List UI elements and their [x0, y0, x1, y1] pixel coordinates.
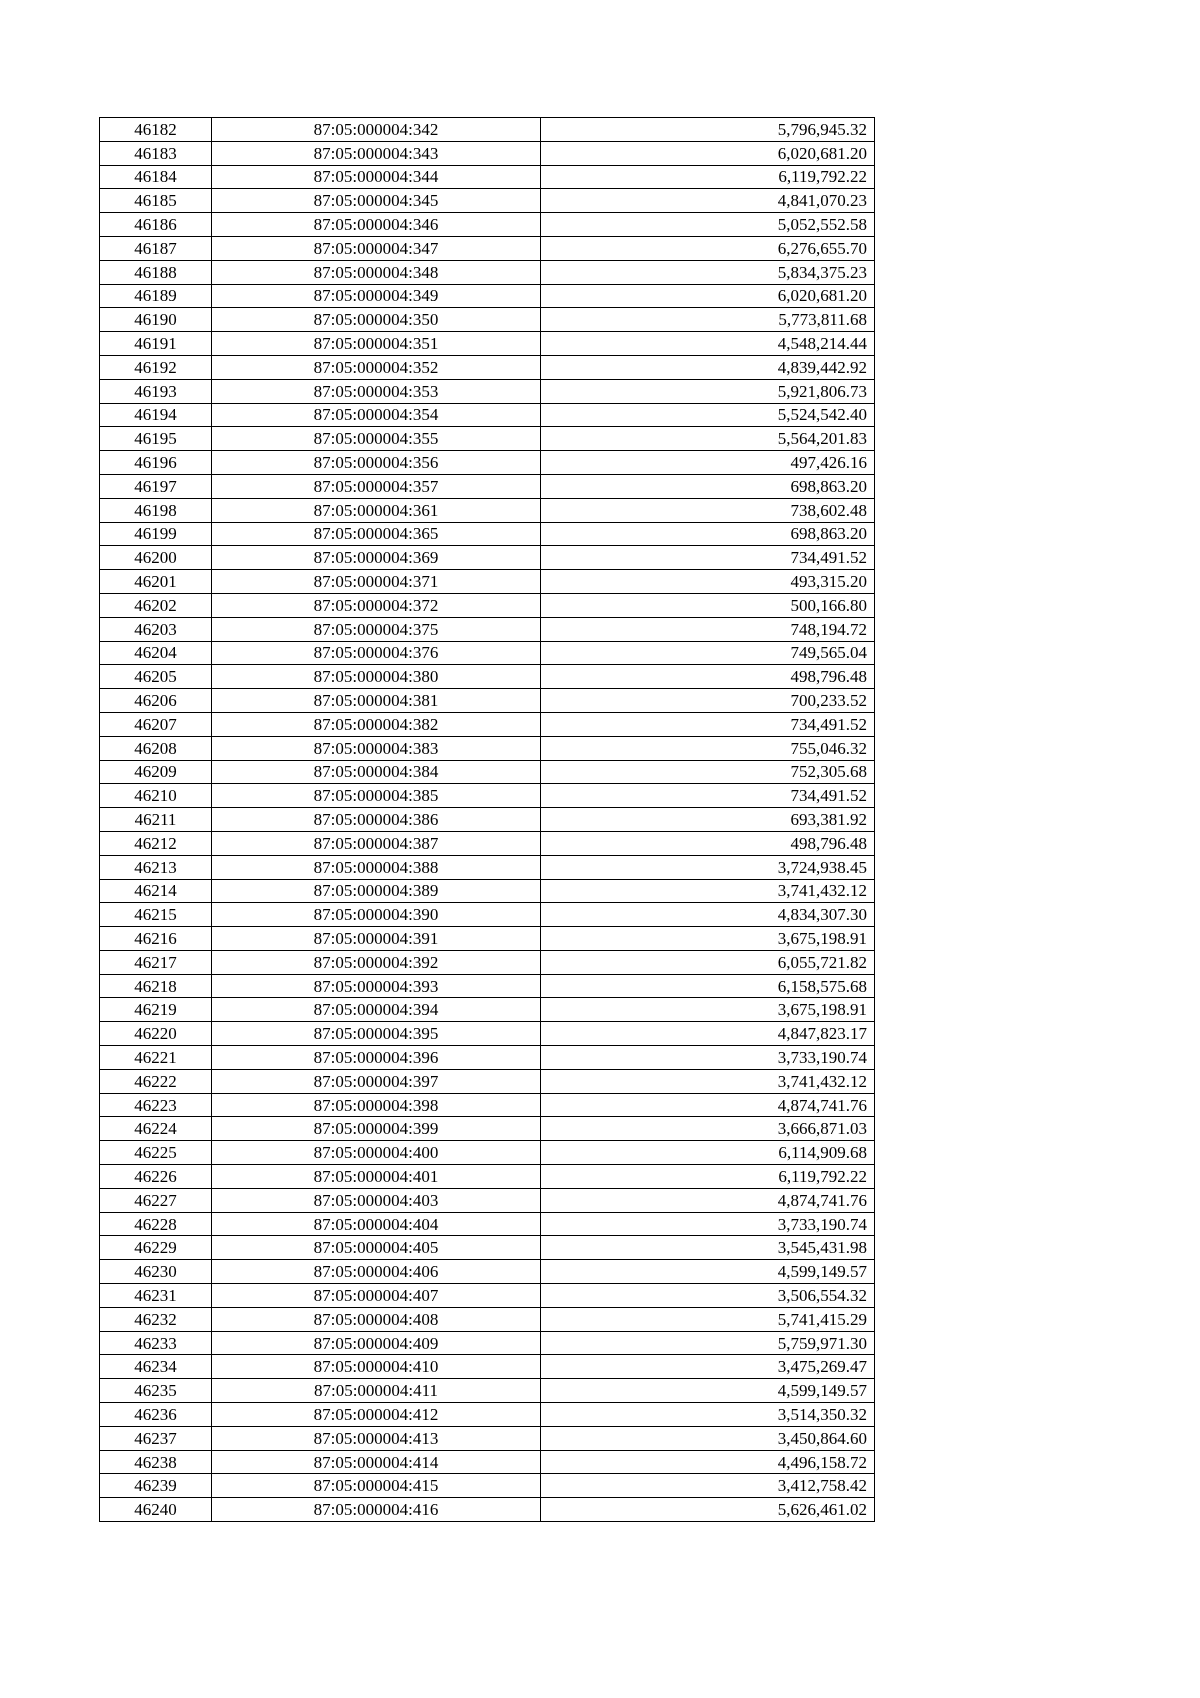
row-number-cell: 46220 [100, 1022, 212, 1046]
value-cell: 5,759,971.30 [541, 1331, 875, 1355]
table-row [100, 1450, 875, 1474]
row-number-cell: 46190 [100, 308, 212, 332]
cadastral-number-cell: 87:05:000004:398 [212, 1093, 541, 1117]
value-cell: 4,841,070.23 [541, 189, 875, 213]
row-number-cell: 46211 [100, 808, 212, 832]
value-cell: 4,834,307.30 [541, 903, 875, 927]
cadastral-number-cell: 87:05:000004:389 [212, 879, 541, 903]
table-row [100, 1379, 875, 1403]
row-number-cell: 46183 [100, 141, 212, 165]
row-number-cell: 46207 [100, 712, 212, 736]
cadastral-number-cell: 87:05:000004:384 [212, 760, 541, 784]
value-cell: 5,052,552.58 [541, 213, 875, 237]
table-row [100, 1117, 875, 1141]
row-number-cell: 46236 [100, 1403, 212, 1427]
cadastral-number-cell: 87:05:000004:344 [212, 165, 541, 189]
cadastral-number-cell: 87:05:000004:406 [212, 1260, 541, 1284]
value-cell: 738,602.48 [541, 498, 875, 522]
table-row [100, 1403, 875, 1427]
row-number-cell: 46188 [100, 260, 212, 284]
table-row [100, 1284, 875, 1308]
value-cell: 4,599,149.57 [541, 1379, 875, 1403]
table-row [100, 141, 875, 165]
table-row [100, 593, 875, 617]
row-number-cell: 46212 [100, 831, 212, 855]
table-row [100, 570, 875, 594]
value-cell: 5,834,375.23 [541, 260, 875, 284]
value-cell: 5,741,415.29 [541, 1307, 875, 1331]
table-row [100, 451, 875, 475]
row-number-cell: 46206 [100, 689, 212, 713]
table-row [100, 903, 875, 927]
row-number-cell: 46184 [100, 165, 212, 189]
value-cell: 3,741,432.12 [541, 879, 875, 903]
cadastral-number-cell: 87:05:000004:387 [212, 831, 541, 855]
cadastral-number-cell: 87:05:000004:342 [212, 118, 541, 142]
cadastral-number-cell: 87:05:000004:392 [212, 950, 541, 974]
cadastral-number-cell: 87:05:000004:388 [212, 855, 541, 879]
row-number-cell: 46210 [100, 784, 212, 808]
cadastral-number-cell: 87:05:000004:416 [212, 1498, 541, 1522]
row-number-cell: 46199 [100, 522, 212, 546]
value-cell: 3,506,554.32 [541, 1284, 875, 1308]
value-cell: 3,545,431.98 [541, 1236, 875, 1260]
row-number-cell: 46197 [100, 474, 212, 498]
cadastral-number-cell: 87:05:000004:352 [212, 355, 541, 379]
table-row [100, 665, 875, 689]
table-row [100, 1093, 875, 1117]
cadastral-number-cell: 87:05:000004:369 [212, 546, 541, 570]
row-number-cell: 46202 [100, 593, 212, 617]
row-number-cell: 46185 [100, 189, 212, 213]
table-row [100, 1069, 875, 1093]
table-row [100, 1212, 875, 1236]
value-cell: 749,565.04 [541, 641, 875, 665]
row-number-cell: 46221 [100, 1046, 212, 1070]
cadastral-number-cell: 87:05:000004:409 [212, 1331, 541, 1355]
row-number-cell: 46194 [100, 403, 212, 427]
value-cell: 4,839,442.92 [541, 355, 875, 379]
row-number-cell: 46225 [100, 1141, 212, 1165]
cadastral-number-cell: 87:05:000004:376 [212, 641, 541, 665]
cadastral-number-cell: 87:05:000004:357 [212, 474, 541, 498]
table-row [100, 998, 875, 1022]
value-cell: 748,194.72 [541, 617, 875, 641]
value-cell: 4,874,741.76 [541, 1093, 875, 1117]
value-cell: 6,020,681.20 [541, 284, 875, 308]
cadastral-number-cell: 87:05:000004:394 [212, 998, 541, 1022]
row-number-cell: 46235 [100, 1379, 212, 1403]
cadastral-number-cell: 87:05:000004:390 [212, 903, 541, 927]
row-number-cell: 46222 [100, 1069, 212, 1093]
row-number-cell: 46198 [100, 498, 212, 522]
row-number-cell: 46205 [100, 665, 212, 689]
value-cell: 3,675,198.91 [541, 927, 875, 951]
cadastral-number-cell: 87:05:000004:405 [212, 1236, 541, 1260]
cadastral-number-cell: 87:05:000004:353 [212, 379, 541, 403]
table-row [100, 379, 875, 403]
cadastral-number-cell: 87:05:000004:351 [212, 332, 541, 356]
row-number-cell: 46232 [100, 1307, 212, 1331]
row-number-cell: 46226 [100, 1165, 212, 1189]
row-number-cell: 46214 [100, 879, 212, 903]
value-cell: 6,114,909.68 [541, 1141, 875, 1165]
table-row [100, 760, 875, 784]
table-row [100, 1307, 875, 1331]
cadastral-number-cell: 87:05:000004:385 [212, 784, 541, 808]
row-number-cell: 46191 [100, 332, 212, 356]
cadastral-number-cell: 87:05:000004:383 [212, 736, 541, 760]
table-row [100, 712, 875, 736]
value-cell: 734,491.52 [541, 784, 875, 808]
value-cell: 3,475,269.47 [541, 1355, 875, 1379]
value-cell: 3,514,350.32 [541, 1403, 875, 1427]
cadastral-number-cell: 87:05:000004:401 [212, 1165, 541, 1189]
table-row [100, 189, 875, 213]
cadastral-number-cell: 87:05:000004:396 [212, 1046, 541, 1070]
cadastral-number-cell: 87:05:000004:400 [212, 1141, 541, 1165]
table-row [100, 950, 875, 974]
row-number-cell: 46233 [100, 1331, 212, 1355]
table-row [100, 1165, 875, 1189]
table-row [100, 784, 875, 808]
table-row [100, 831, 875, 855]
cadastral-number-cell: 87:05:000004:413 [212, 1426, 541, 1450]
table-row [100, 355, 875, 379]
table-row [100, 974, 875, 998]
table-row [100, 332, 875, 356]
row-number-cell: 46223 [100, 1093, 212, 1117]
value-cell: 4,599,149.57 [541, 1260, 875, 1284]
row-number-cell: 46228 [100, 1212, 212, 1236]
table-row [100, 1260, 875, 1284]
row-number-cell: 46234 [100, 1355, 212, 1379]
value-cell: 6,119,792.22 [541, 165, 875, 189]
table-row [100, 1355, 875, 1379]
cadastral-number-cell: 87:05:000004:380 [212, 665, 541, 689]
value-cell: 6,020,681.20 [541, 141, 875, 165]
row-number-cell: 46224 [100, 1117, 212, 1141]
value-cell: 3,733,190.74 [541, 1212, 875, 1236]
row-number-cell: 46215 [100, 903, 212, 927]
cadastral-number-cell: 87:05:000004:382 [212, 712, 541, 736]
value-cell: 498,796.48 [541, 665, 875, 689]
value-cell: 700,233.52 [541, 689, 875, 713]
row-number-cell: 46187 [100, 236, 212, 260]
row-number-cell: 46231 [100, 1284, 212, 1308]
table-row [100, 736, 875, 760]
cadastral-number-cell: 87:05:000004:408 [212, 1307, 541, 1331]
table-row [100, 474, 875, 498]
row-number-cell: 46237 [100, 1426, 212, 1450]
table-row [100, 522, 875, 546]
cadastral-number-cell: 87:05:000004:350 [212, 308, 541, 332]
row-number-cell: 46209 [100, 760, 212, 784]
value-cell: 698,863.20 [541, 522, 875, 546]
row-number-cell: 46230 [100, 1260, 212, 1284]
cadastral-number-cell: 87:05:000004:347 [212, 236, 541, 260]
value-cell: 5,524,542.40 [541, 403, 875, 427]
table-row [100, 1474, 875, 1498]
row-number-cell: 46218 [100, 974, 212, 998]
value-cell: 5,921,806.73 [541, 379, 875, 403]
cadastral-number-cell: 87:05:000004:375 [212, 617, 541, 641]
cadastral-number-cell: 87:05:000004:348 [212, 260, 541, 284]
row-number-cell: 46238 [100, 1450, 212, 1474]
value-cell: 3,666,871.03 [541, 1117, 875, 1141]
table-row [100, 641, 875, 665]
value-cell: 4,548,214.44 [541, 332, 875, 356]
cadastral-number-cell: 87:05:000004:356 [212, 451, 541, 475]
cadastral-number-cell: 87:05:000004:346 [212, 213, 541, 237]
row-number-cell: 46216 [100, 927, 212, 951]
data-table [99, 117, 875, 1522]
table-row [100, 855, 875, 879]
cadastral-number-cell: 87:05:000004:399 [212, 1117, 541, 1141]
value-cell: 4,496,158.72 [541, 1450, 875, 1474]
value-cell: 3,450,864.60 [541, 1426, 875, 1450]
row-number-cell: 46203 [100, 617, 212, 641]
cadastral-number-cell: 87:05:000004:412 [212, 1403, 541, 1427]
table-row [100, 260, 875, 284]
row-number-cell: 46192 [100, 355, 212, 379]
cadastral-number-cell: 87:05:000004:410 [212, 1355, 541, 1379]
table-row [100, 236, 875, 260]
row-number-cell: 46239 [100, 1474, 212, 1498]
cadastral-number-cell: 87:05:000004:349 [212, 284, 541, 308]
value-cell: 693,381.92 [541, 808, 875, 832]
cadastral-number-cell: 87:05:000004:386 [212, 808, 541, 832]
value-cell: 698,863.20 [541, 474, 875, 498]
value-cell: 4,874,741.76 [541, 1188, 875, 1212]
row-number-cell: 46196 [100, 451, 212, 475]
cadastral-number-cell: 87:05:000004:415 [212, 1474, 541, 1498]
value-cell: 6,119,792.22 [541, 1165, 875, 1189]
row-number-cell: 46201 [100, 570, 212, 594]
table-row [100, 1426, 875, 1450]
value-cell: 734,491.52 [541, 546, 875, 570]
table-row [100, 213, 875, 237]
value-cell: 3,675,198.91 [541, 998, 875, 1022]
cadastral-number-cell: 87:05:000004:403 [212, 1188, 541, 1212]
cadastral-number-cell: 87:05:000004:397 [212, 1069, 541, 1093]
value-cell: 5,796,945.32 [541, 118, 875, 142]
row-number-cell: 46182 [100, 118, 212, 142]
value-cell: 493,315.20 [541, 570, 875, 594]
table-row [100, 1236, 875, 1260]
row-number-cell: 46219 [100, 998, 212, 1022]
row-number-cell: 46227 [100, 1188, 212, 1212]
cadastral-number-cell: 87:05:000004:343 [212, 141, 541, 165]
table-row [100, 689, 875, 713]
table-row [100, 498, 875, 522]
cadastral-number-cell: 87:05:000004:381 [212, 689, 541, 713]
table-row [100, 403, 875, 427]
value-cell: 3,724,938.45 [541, 855, 875, 879]
cadastral-number-cell: 87:05:000004:372 [212, 593, 541, 617]
value-cell: 497,426.16 [541, 451, 875, 475]
cadastral-number-cell: 87:05:000004:404 [212, 1212, 541, 1236]
table-row [100, 927, 875, 951]
table-row [100, 808, 875, 832]
value-cell: 755,046.32 [541, 736, 875, 760]
table-row [100, 1141, 875, 1165]
value-cell: 6,055,721.82 [541, 950, 875, 974]
value-cell: 500,166.80 [541, 593, 875, 617]
row-number-cell: 46200 [100, 546, 212, 570]
table-row [100, 879, 875, 903]
cadastral-number-cell: 87:05:000004:411 [212, 1379, 541, 1403]
row-number-cell: 46208 [100, 736, 212, 760]
row-number-cell: 46213 [100, 855, 212, 879]
row-number-cell: 46229 [100, 1236, 212, 1260]
table-body [100, 118, 875, 1522]
value-cell: 5,773,811.68 [541, 308, 875, 332]
value-cell: 498,796.48 [541, 831, 875, 855]
cadastral-number-cell: 87:05:000004:361 [212, 498, 541, 522]
cadastral-number-cell: 87:05:000004:391 [212, 927, 541, 951]
table-row [100, 1046, 875, 1070]
value-cell: 3,412,758.42 [541, 1474, 875, 1498]
cadastral-number-cell: 87:05:000004:407 [212, 1284, 541, 1308]
value-cell: 734,491.52 [541, 712, 875, 736]
cadastral-number-cell: 87:05:000004:393 [212, 974, 541, 998]
table-row [100, 1022, 875, 1046]
table-row [100, 1498, 875, 1522]
table-row [100, 427, 875, 451]
cadastral-number-cell: 87:05:000004:354 [212, 403, 541, 427]
table-row [100, 308, 875, 332]
table-row [100, 118, 875, 142]
table-row [100, 546, 875, 570]
cadastral-number-cell: 87:05:000004:345 [212, 189, 541, 213]
table-row [100, 1188, 875, 1212]
value-cell: 5,564,201.83 [541, 427, 875, 451]
row-number-cell: 46240 [100, 1498, 212, 1522]
table-row [100, 284, 875, 308]
cadastral-number-cell: 87:05:000004:365 [212, 522, 541, 546]
cadastral-number-cell: 87:05:000004:371 [212, 570, 541, 594]
value-cell: 752,305.68 [541, 760, 875, 784]
row-number-cell: 46195 [100, 427, 212, 451]
value-cell: 6,276,655.70 [541, 236, 875, 260]
value-cell: 3,733,190.74 [541, 1046, 875, 1070]
row-number-cell: 46189 [100, 284, 212, 308]
value-cell: 4,847,823.17 [541, 1022, 875, 1046]
cadastral-number-cell: 87:05:000004:395 [212, 1022, 541, 1046]
row-number-cell: 46204 [100, 641, 212, 665]
cadastral-number-cell: 87:05:000004:414 [212, 1450, 541, 1474]
row-number-cell: 46217 [100, 950, 212, 974]
row-number-cell: 46186 [100, 213, 212, 237]
cadastral-number-cell: 87:05:000004:355 [212, 427, 541, 451]
table-row [100, 1331, 875, 1355]
value-cell: 3,741,432.12 [541, 1069, 875, 1093]
value-cell: 5,626,461.02 [541, 1498, 875, 1522]
value-cell: 6,158,575.68 [541, 974, 875, 998]
table-row [100, 165, 875, 189]
row-number-cell: 46193 [100, 379, 212, 403]
table-row [100, 617, 875, 641]
